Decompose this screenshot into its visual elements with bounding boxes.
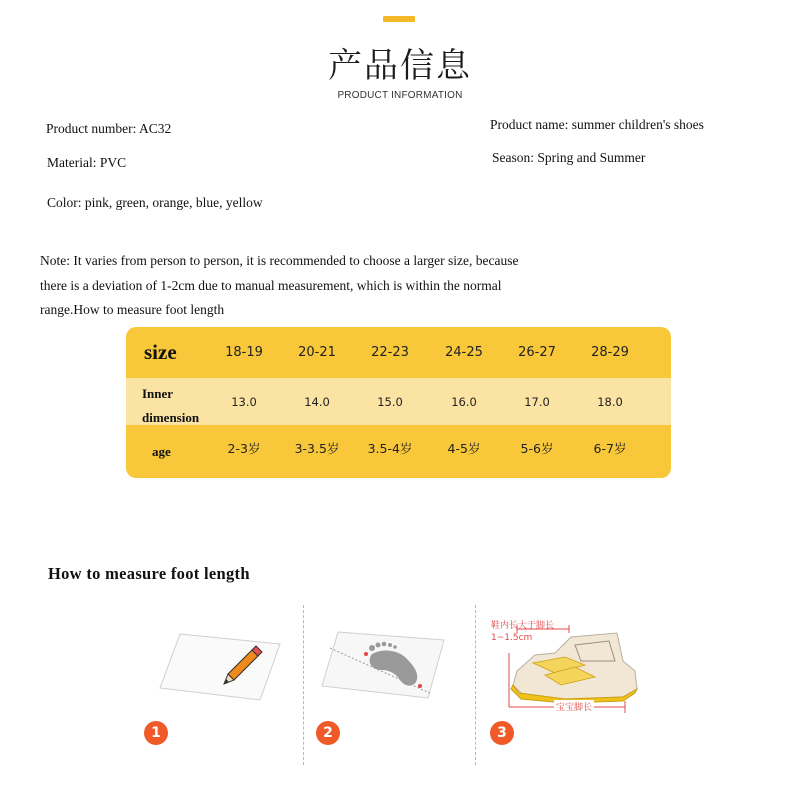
size-note: [40, 249, 680, 323]
step-divider: [303, 605, 304, 765]
inner-dimension-cell: 17.0: [524, 395, 550, 409]
shoe-icon: [511, 633, 637, 703]
size-table: [126, 327, 671, 478]
inner-dimension-cell: 14.0: [304, 395, 330, 409]
age-cell: 3.5-4岁: [367, 441, 413, 456]
baby-foot-label: 宝宝脚长: [554, 700, 594, 713]
age-cell: 5-6岁: [520, 441, 554, 456]
page-title: 产品信息: [328, 46, 472, 86]
measure-point: [364, 652, 368, 656]
size-cell: 18-19: [225, 345, 263, 360]
size-cell: 20-21: [298, 345, 336, 360]
size-cell: 28-29: [591, 345, 629, 360]
product-number: Product number: AC32: [46, 121, 172, 136]
size-cell: 22-23: [371, 345, 409, 360]
age-cell: 4-5岁: [447, 441, 481, 456]
measure-point: [418, 684, 422, 688]
inner-dimension-cell: 15.0: [377, 395, 403, 409]
paper-pencil-illustration: [158, 628, 288, 704]
note-line: Note: It varies from person to person, it is recommended to choose a larger size, because: [40, 253, 519, 268]
age-cell: 2-3岁: [227, 441, 261, 456]
size-cell: 26-27: [518, 345, 556, 360]
note-line: range.How to measure foot length: [40, 302, 225, 317]
inner-label-line: Inner: [142, 386, 174, 401]
inner-dimension-cell: 18.0: [597, 395, 623, 409]
step-2-badge: 2: [316, 721, 340, 745]
note-line: there is a deviation of 1-2cm due to manual measurement, which is within the normal: [40, 277, 502, 293]
step-3-badge: 3: [490, 721, 514, 745]
size-cell: 24-25: [445, 345, 483, 360]
size-row: [126, 327, 671, 378]
age-row: [126, 425, 671, 478]
inner-dimension-cell: 13.0: [231, 395, 257, 409]
page-subtitle: PRODUCT INFORMATION: [337, 90, 463, 101]
step-1-badge: 1: [144, 721, 168, 745]
age-row-label: age: [152, 444, 171, 459]
season: Season: Spring and Summer: [492, 150, 646, 165]
color-options: Color: pink, green, orange, blue, yellow: [47, 195, 263, 210]
inner-label-line: dimension: [142, 410, 200, 425]
header-accent-bar: [383, 16, 415, 22]
measure-section-title: How to measure foot length: [48, 564, 250, 583]
age-cell: 3-3.5岁: [294, 441, 340, 456]
shoe-note-line: 鞋内长大于脚长: [491, 621, 555, 631]
inner-dimension-cell: 16.0: [451, 395, 477, 409]
shoe-note-line: 1~1.5cm: [491, 633, 533, 643]
paper-sheet: [160, 634, 280, 700]
foot-ruler-illustration: [320, 628, 445, 703]
step-divider: [475, 605, 476, 765]
inner-dimension-row: [126, 378, 671, 425]
material: Material: PVC: [47, 155, 127, 170]
age-cell: 6-7岁: [593, 441, 627, 456]
size-row-label: size: [144, 340, 177, 364]
product-name: Product name: summer children's shoes: [490, 117, 704, 132]
